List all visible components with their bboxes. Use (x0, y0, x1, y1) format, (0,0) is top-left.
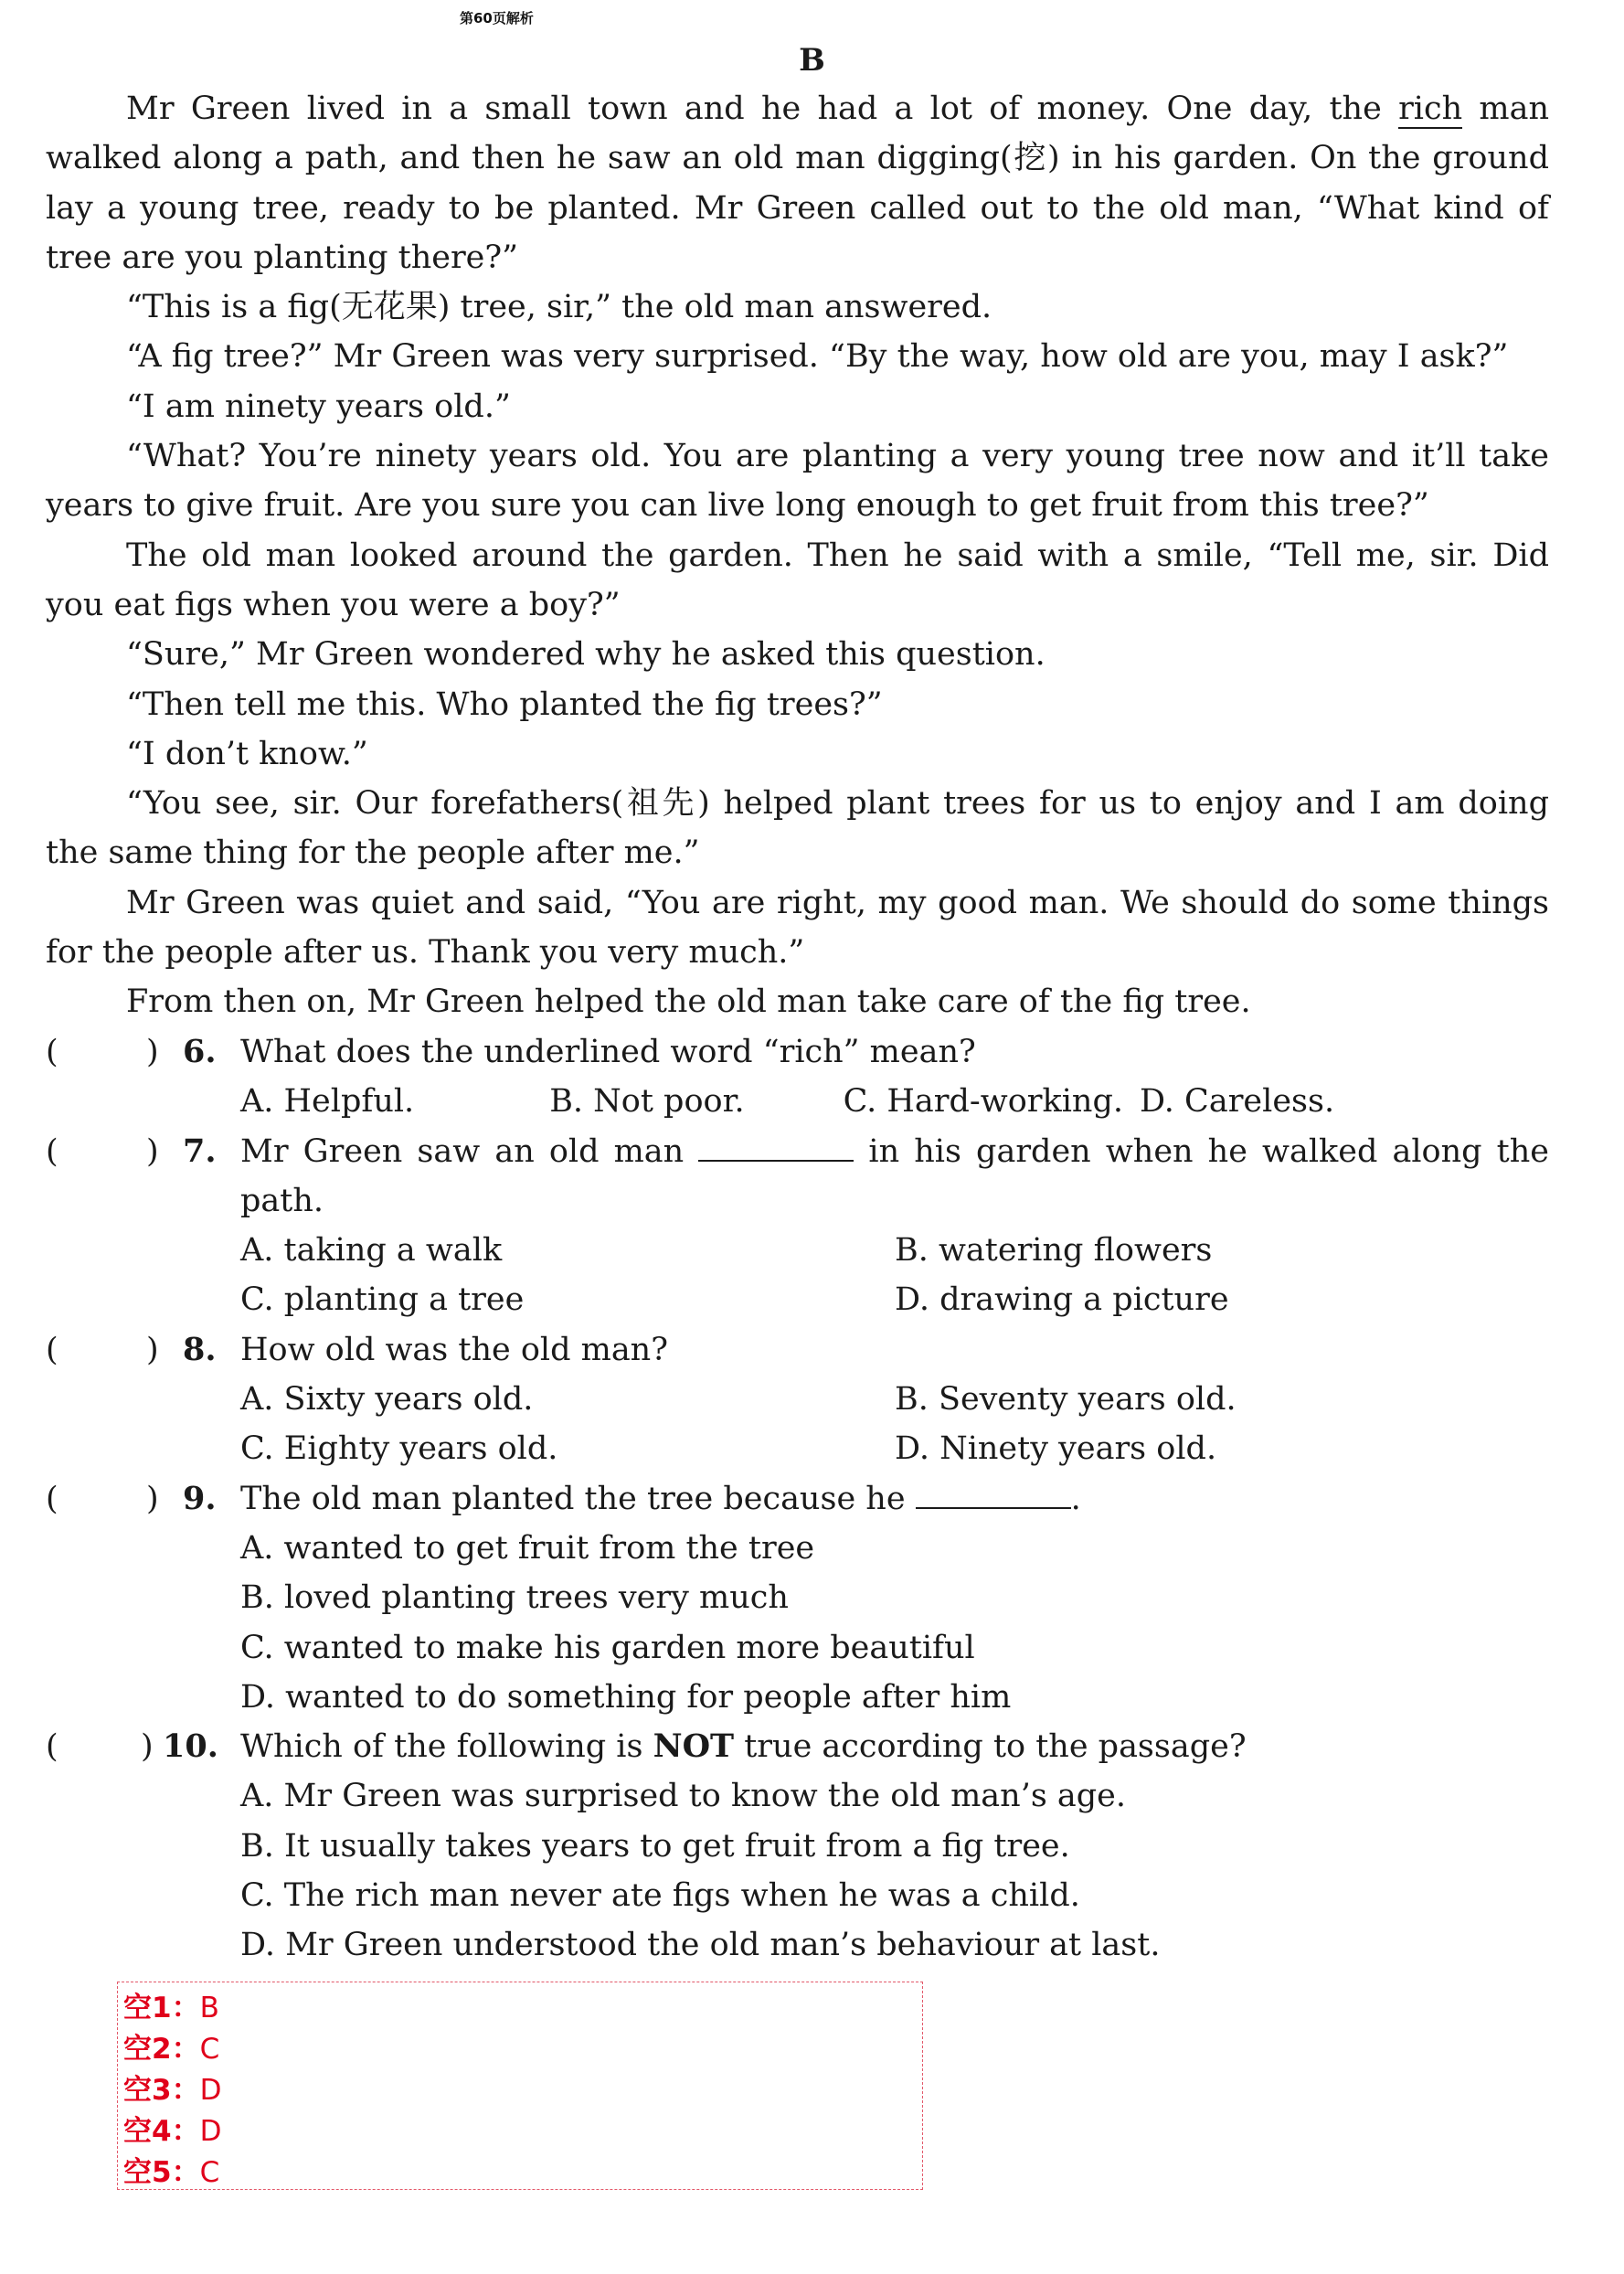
options-9 (46, 1524, 1549, 1722)
answer-value: C (199, 2156, 220, 2189)
answer-row (123, 2152, 922, 2194)
answer-paren-left: ( (46, 1034, 58, 1070)
question-number: 9. (183, 1479, 217, 1517)
question-list (46, 1027, 1549, 1971)
paragraph: “What? You’re ninety years old. You are planting a very young tree now and it’ll take years to give fruit. Are you sure you can live long enough to get fruit from this tree?” (46, 438, 1549, 525)
underlined-word-rich: rich (1398, 90, 1463, 127)
page-header: 第60页解析 (460, 10, 534, 27)
answer-label: 空1： (123, 1992, 200, 2024)
paragraph: “A fig tree?” Mr Green was very surprised. “By the way, how old are you, may I ask?” (126, 338, 1509, 376)
question-number: 7. (183, 1132, 217, 1170)
answer-blank (916, 1476, 1071, 1509)
paragraph: “I am ninety years old.” (126, 388, 511, 425)
answer-blank (698, 1129, 854, 1162)
answer-value: B (199, 1992, 219, 2024)
question-text: What does the underlined word “rich” mean? (240, 1034, 976, 1070)
answer-row (123, 1988, 922, 2029)
option-b: B. Seventy years old. (895, 1381, 1237, 1419)
question-text-part: true according to the passage? (734, 1728, 1247, 1766)
option-c: C. Eighty years old. (240, 1430, 558, 1468)
answer-label: 空4： (123, 2115, 200, 2148)
paragraph-text: Mr Green lived in a small town and he had a lot of money. One day, the (126, 90, 1399, 127)
question-text-part: Which of the following is (240, 1728, 653, 1766)
option-a: A. Helpful. (240, 1083, 415, 1121)
reading-passage (46, 84, 1549, 1027)
question-text (240, 1127, 1549, 1227)
option-a: A. wanted to get fruit from the tree (240, 1529, 815, 1567)
option-c: C. planting a tree (240, 1281, 525, 1319)
question-text (240, 1722, 1549, 1771)
paragraph: Mr Green was quiet and said, “You are right, my good man. We should do some things for the people after us. Thank you very much.” (46, 884, 1549, 972)
option-a: A. Mr Green was surprised to know the old man’s age. (240, 1778, 1127, 1815)
option-d: D. Mr Green understood the old man’s behaviour at last. (240, 1927, 1161, 1964)
options-7 (46, 1226, 1549, 1325)
options-8 (46, 1375, 1549, 1474)
paragraph: From then on, Mr Green helped the old man take care of the fig tree. (126, 983, 1251, 1021)
question-text-part: . (1070, 1480, 1081, 1517)
paragraph (46, 84, 1549, 282)
question-text-part: Mr Green saw an old man (240, 1132, 699, 1170)
answer-label: 空2： (123, 2033, 200, 2066)
answer-paren-right: ) (146, 1132, 159, 1170)
option-c: C. wanted to make his garden more beautiful (240, 1629, 975, 1666)
option-d: D. Ninety years old. (895, 1430, 1217, 1468)
question-text (240, 1474, 1549, 1524)
answer-paren-left: ( (46, 1331, 58, 1368)
paragraph: The old man looked around the garden. Then he said with a smile, “Tell me, sir. Did you eat figs when you were a boy?” (46, 537, 1549, 623)
question-10 (46, 1722, 1549, 1771)
question-6 (46, 1027, 1549, 1077)
paragraph: “Then tell me this. Who planted the fig trees?” (126, 685, 883, 723)
paragraph: “I don’t know.” (126, 735, 368, 772)
question-9 (46, 1474, 1549, 1524)
option-c: C. Hard-working. (843, 1083, 1123, 1121)
question-number: 8. (183, 1330, 217, 1368)
answer-label: 空3： (123, 2074, 200, 2107)
option-a: A. taking a walk (240, 1232, 503, 1270)
paragraph: “Sure,” Mr Green wondered why he asked this question. (126, 636, 1046, 674)
option-b: B. loved planting trees very much (240, 1579, 789, 1617)
answer-paren-right: ) (141, 1728, 154, 1766)
section-label: B (799, 42, 825, 79)
emphasis-not: NOT (653, 1727, 735, 1766)
question-number: 6. (183, 1033, 217, 1070)
option-d: D. drawing a picture (895, 1281, 1229, 1319)
answer-value: C (199, 2033, 220, 2066)
answer-value: D (199, 2074, 222, 2107)
paragraph: “You see, sir. Our forefathers(祖先) helped plant trees for us to enjoy and I am doing the same thing for the people after me.” (46, 785, 1549, 872)
answer-paren-left: ( (46, 1132, 58, 1170)
answer-value: D (199, 2115, 222, 2148)
question-8 (46, 1325, 1549, 1375)
answer-paren-right: ) (146, 1331, 159, 1368)
option-b: B. Not poor. (549, 1083, 745, 1121)
option-a: A. Sixty years old. (240, 1381, 534, 1419)
answer-paren-right: ) (146, 1034, 159, 1070)
question-text: How old was the old man? (240, 1331, 668, 1368)
option-d: D. wanted to do something for people after him (240, 1678, 1012, 1716)
question-7 (46, 1127, 1549, 1227)
option-b: B. watering flowers (895, 1232, 1213, 1270)
answer-paren-right: ) (146, 1480, 159, 1517)
answer-key-box (117, 1982, 923, 2190)
answer-paren-left: ( (46, 1480, 58, 1517)
options-10 (46, 1771, 1549, 1970)
answer-paren-left: ( (46, 1728, 58, 1766)
answer-label: 空5： (123, 2156, 200, 2189)
options-6 (46, 1077, 1549, 1126)
option-c: C. The rich man never ate figs when he was a child. (240, 1877, 1080, 1915)
answer-row (123, 2029, 922, 2070)
option-d: D. Careless. (1139, 1083, 1335, 1121)
question-number: 10. (163, 1727, 218, 1766)
option-b: B. It usually takes years to get fruit from a fig tree. (240, 1827, 1070, 1865)
answer-row (123, 2111, 922, 2152)
paragraph: “This is a fig(无花果) tree, sir,” the old man answered. (126, 289, 992, 326)
question-text-part: in his garden when he walked along the path. (240, 1132, 1549, 1219)
paragraph-text: man walked along a path, and then he saw an old man digging(挖) in his garden. On the ground lay a young tree, ready to be planted. Mr Green called out to the old man, “What kind of tree are you planting there?” (46, 90, 1549, 276)
question-text-part: The old man planted the tree because he (240, 1480, 916, 1517)
answer-row (123, 2070, 922, 2111)
